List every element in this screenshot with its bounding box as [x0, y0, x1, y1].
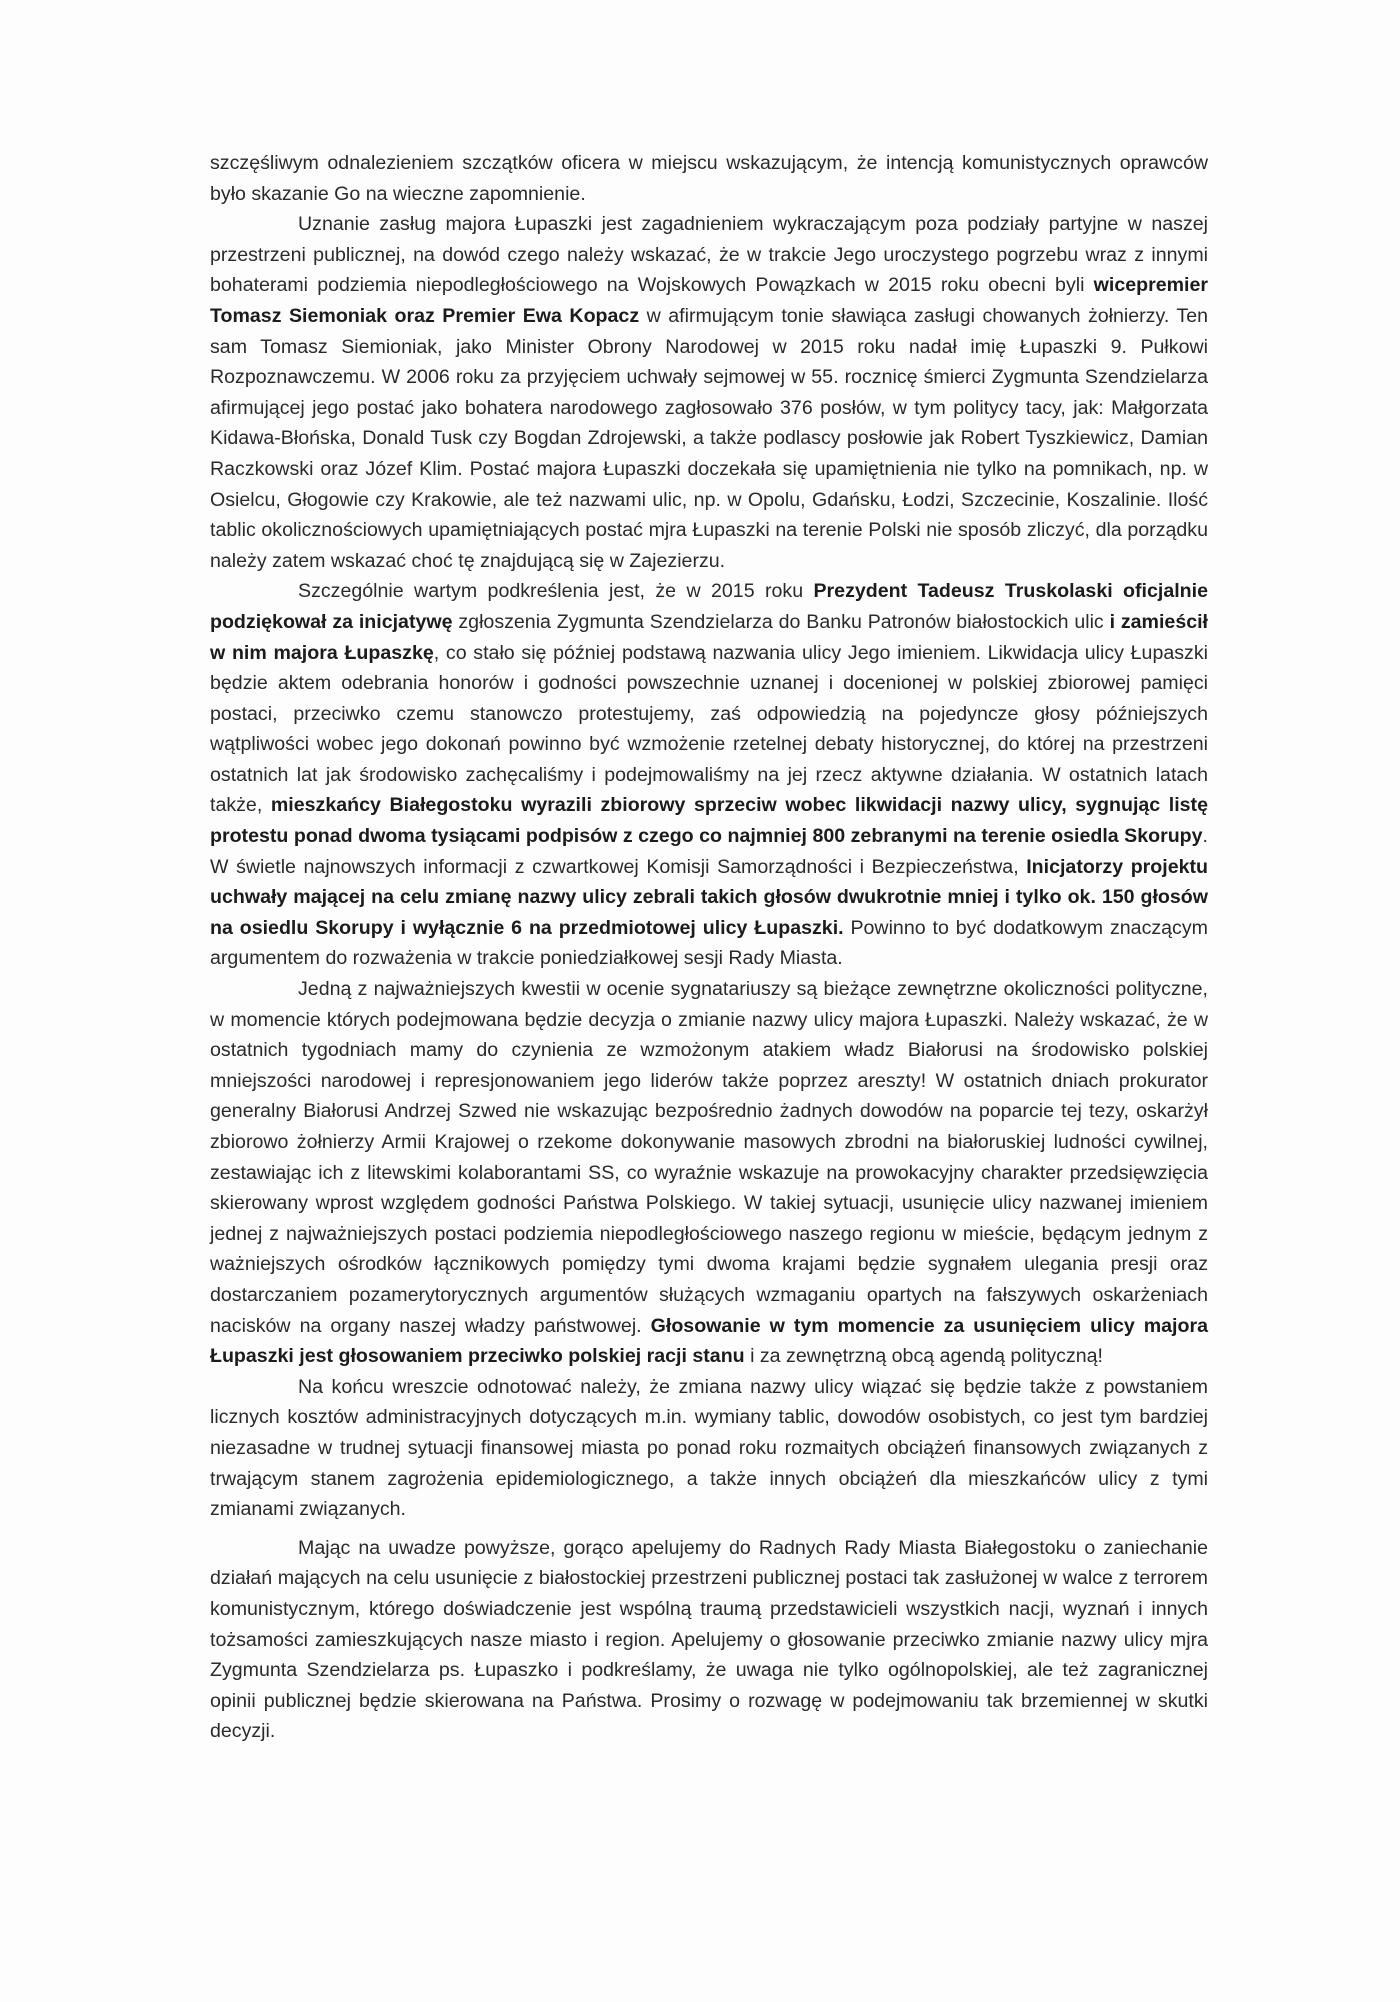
- paragraph-1: [210, 148, 1208, 209]
- paragraph-2: [210, 209, 1208, 576]
- text-run: szczęśliwym odnalezieniem szczątków oficera w miejscu wskazującym, że intencją komunistycznych oprawców było skazanie Go na wieczne zapomnienie.: [210, 152, 1208, 205]
- text-run: Jedną z najważniejszych kwestii w ocenie sygnatariuszy są bieżące zewnętrzne okoliczności polityczne, w momencie których podejmowana będzie decyzja o zmianie nazwy ulicy majora Łupaszki. Należy wskazać, że w ostatnich tygodniach mamy do czynienia ze wzmożonym atakiem władz Białorusi na środowisko polskiej mniejszości narodowej i represjonowaniem jego liderów także poprzez areszty! W ostatnich dniach prokurator generalny Białorusi Andrzej Szwed nie wskazując bezpośrednio żadnych dowodów na poparcie tej tezy, oskarżył zbiorowo żołnierzy Armii Krajowej o rzekome dokonywanie masowych zbrodni na białoruskiej ludności cywilnej, zestawiając ich z litewskimi kolaborantami SS, co wyraźnie wskazuje na prowokacyjny charakter przedsięwzięcia skierowany wprost względem godności Państwa Polskiego. W takiej sytuacji, usunięcie ulicy nazwanej imieniem jednej z najważniejszych postaci podziemia niepodległościowego naszego regionu w mieście, będącym jednym z ważniejszych ośrodków łącznikowych pomiędzy tymi dwoma krajami będzie sygnałem ulegania presji oraz dostarczaniem pozamerytorycznych argumentów służących wzmaganiu opartych na fałszywych oskarżeniach nacisków na organy naszej władzy państwowej.: [210, 978, 1208, 1337]
- bold-text-run: wicepremier Tomasz Siemoniak oraz Premier Ewa Kopacz: [210, 274, 1208, 327]
- text-run: Szczególnie wartym podkreślenia jest, że w 2015 roku: [298, 580, 814, 603]
- paragraph-3: [210, 576, 1208, 974]
- paragraph-5: [210, 1372, 1208, 1525]
- text-run: Powinno to być dodatkowym znaczącym argumentem do rozważenia w trakcie poniedziałkowej sesji Rady Miasta.: [210, 916, 1208, 970]
- text-run: Na końcu wreszcie odnotować należy, że zmiana nazwy ulicy wiązać się będzie także z powstaniem licznych kosztów administracyjnych dotyczących m.in. wymiany tablic, dowodów osobistych, co jest tym bardziej niezasadne w trudnej sytuacji finansowej miasta po ponad roku rozmaitych obciążeń finansowych związanych z trwającym stanem zagrożenia epidemiologicznego, a także innych obciążeń dla mieszkańców ulicy z tymi zmianami związanych.: [210, 1375, 1208, 1521]
- bold-text-run: mieszkańcy Białegostoku wyrazili zbiorowy sprzeciw wobec likwidacji nazwy ulicy, sygnując listę protestu ponad dwoma tysiącami podpisów z czego co najmniej 800 zebranymi na terenie osiedla Skorupy: [210, 794, 1208, 848]
- text-run: w afirmującym tonie sławiąca zasługi chowanych żołnierzy. Ten sam Tomasz Siemioniak, jako Minister Obrony Narodowej w 2015 roku nadał imię Łupaszki 9. Pułkowi Rozpoznawczemu. W 2006 roku za przyjęciem uchwały sejmowej w 55. rocznicę śmierci Zygmunta Szendzielarza afirmującej jego postać jako bohatera narodowego zagłosowało 376 posłów, w tym politycy tacy, jak: Małgorzata Kidawa-Błońska, Donald Tusk czy Bogdan Zdrojewski, a także podlascy posłowie jak Robert Tyszkiewicz, Damian Raczkowski oraz Józef Klim. Postać majora Łupaszki doczekała się upamiętnienia nie tylko na pomnikach, np. w Osielcu, Głogowie czy Krakowie, ale też nazwami ulic, np. w Opolu, Gdańsku, Łodzi, Szczecinie, Koszalinie. Ilość tablic okolicznościowych upamiętniających postać mjra Łupaszki na terenie Polski nie sposób zliczyć, dla porządku należy zatem wskazać choć tę znajdującą się w Zajezierzu.: [210, 304, 1208, 572]
- text-run: i za zewnętrzną obcą agendą polityczną!: [744, 1345, 1103, 1368]
- text-run: zgłoszenia Zygmunta Szendzielarza do Banku Patronów białostockich ulic: [452, 610, 1110, 633]
- bold-text-run: Inicjatorzy projektu uchwały mającej na celu zmianę nazwy ulicy zebrali takich głosów dwukrotnie mniej i tylko ok. 150 głosów na osiedlu Skorupy i wyłącznie 6 na przedmiotowej ulicy Łupaszki.: [210, 855, 1208, 939]
- text-run: , co stało się później podstawą nazwania ulicy Jego imieniem. Likwidacja ulicy Łupaszki będzie aktem odebrania honorów i godności powszechnie uznanej i docenionej w polskiej zbiorowej pamięci postaci, przeciwko czemu stanowczo protestujemy, zaś odpowiedzią na pojedyncze głosy późniejszych wątpliwości wobec jego dokonań powinno być wzmożenie rzetelnej debaty historycznej, do której na przestrzeni ostatnich lat jak środowisko zachęcaliśmy i podejmowaliśmy na jej rzecz aktywne działania. W ostatnich latach także,: [210, 641, 1208, 817]
- bold-text-run: Głosowanie w tym momencie za usunięciem ulicy majora Łupaszki jest głosowaniem przeciwko polskiej racji stanu: [210, 1314, 1208, 1368]
- bold-text-run: Prezydent Tadeusz Truskolaski oficjalnie podziękował za inicjatywę: [210, 580, 1208, 633]
- text-run: Uznanie zasług majora Łupaszki jest zagadnieniem wykraczającym poza podziały partyjne w naszej przestrzeni publicznej, na dowód czego należy wskazać, że w trakcie Jego uroczystego pogrzebu wraz z innymi bohaterami podziemia niepodległościowego na Wojskowych Powązkach w 2015 roku obecni byli: [210, 213, 1208, 297]
- text-run: Mając na uwadze powyższe, gorąco apelujemy do Radnych Rady Miasta Białegostoku o zaniechanie działań mających na celu usunięcie z białostockiej przestrzeni publicznej postaci tak zasłużonej w walce z terrorem komunistycznym, którego doświadczenie jest wspólną traumą przedstawicieli wszystkich nacji, wyznań i innych tożsamości zamieszkujących nasze miasto i region. Apelujemy o głosowanie przeciwko zmianie nazwy ulicy mjra Zygmunta Szendzielarza ps. Łupaszko i podkreślamy, że uwaga nie tylko ogólnopolskiej, ale też zagranicznej opinii publicznej będzie skierowana na Państwa. Prosimy o rozwagę w podejmowaniu tak brzemiennej w skutki decyzji.: [210, 1536, 1208, 1743]
- paragraph-6: [210, 1533, 1208, 1747]
- paragraph-4: [210, 974, 1208, 1372]
- letter-body: [210, 148, 1208, 1747]
- text-run: . W świetle najnowszych informacji z czwartkowej Komisji Samorządności i Bezpieczeństwa,: [210, 825, 1208, 878]
- bold-text-run: i zamieścił w nim majora Łupaszkę: [210, 610, 1209, 664]
